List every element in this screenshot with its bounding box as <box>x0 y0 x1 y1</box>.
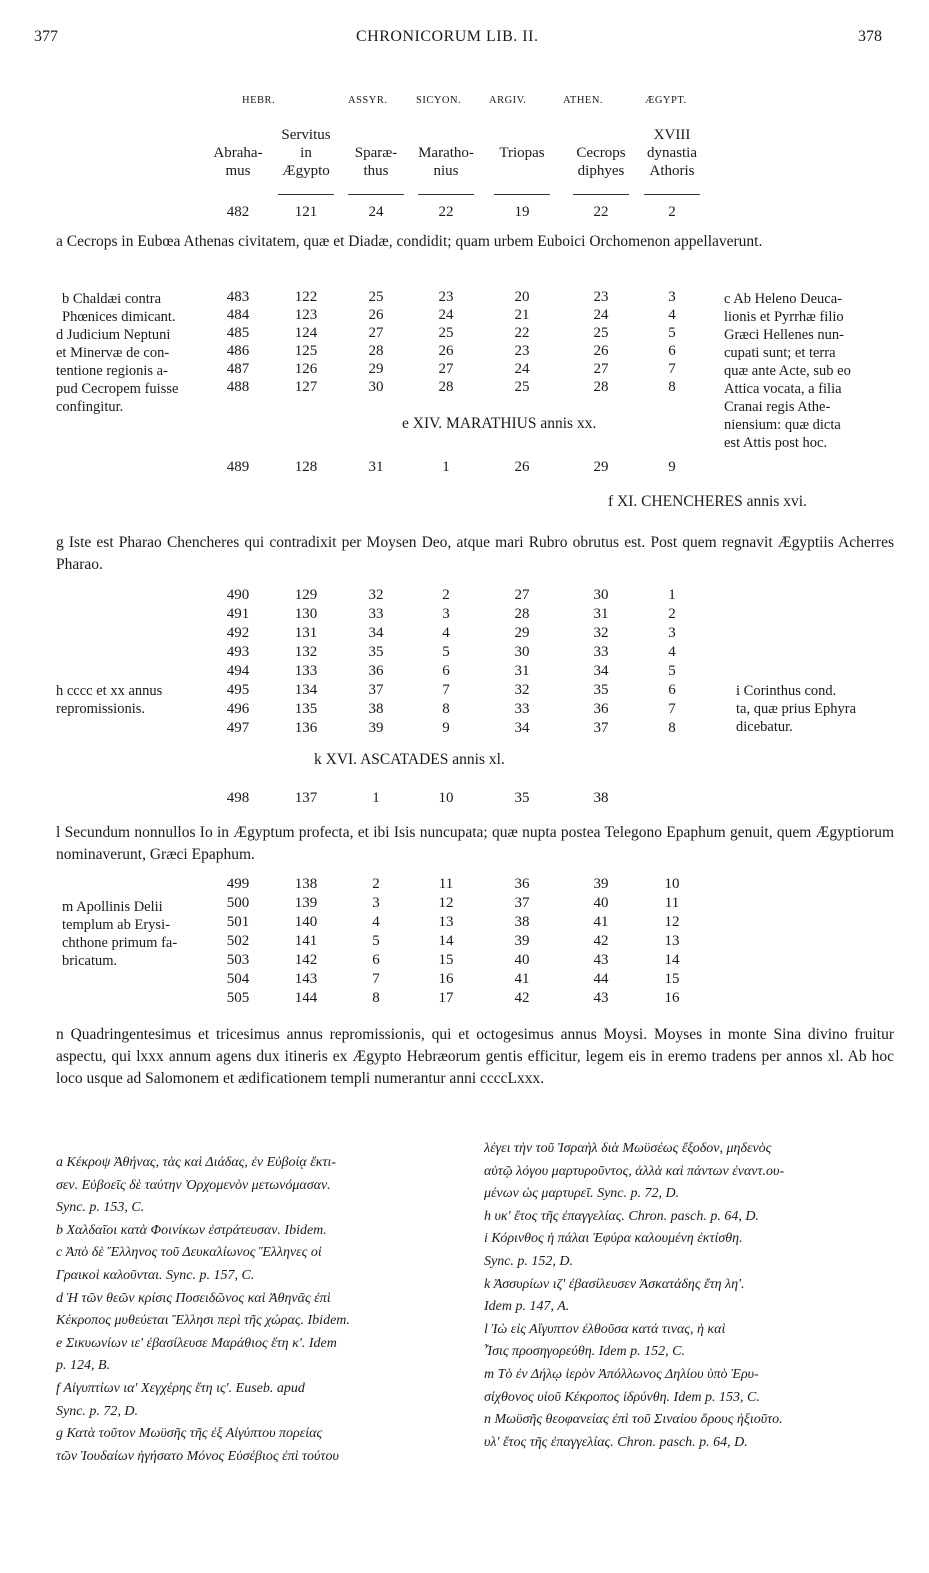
table-cell: 33 <box>593 644 609 660</box>
note-d <box>56 326 178 416</box>
table-cell: 498 <box>226 790 250 806</box>
page-number-left: 377 <box>34 28 58 45</box>
table-cell: 499 <box>226 876 250 892</box>
footnote-line: τῶν Ἰουδαίων ἡγήσατο Μόνος Εὐσέβιος ἐπὶ τούτου <box>56 1448 339 1464</box>
footnote-line: σεν. Εὐβοεῖς δὲ ταύτην Ὀρχομενὸν μετωνόμασαν. <box>56 1177 331 1193</box>
table-cell: 43 <box>593 990 609 1006</box>
table-cell: 6 <box>668 343 676 359</box>
column-rule <box>644 194 700 195</box>
column-label: Maratho- nius <box>418 145 474 179</box>
note-c-line: Attica vocata, a filia <box>724 381 842 397</box>
table-cell: 28 <box>593 379 609 395</box>
table-cell: 490 <box>226 587 250 603</box>
column-header: SICYON. <box>416 95 462 106</box>
table-cell: 15 <box>664 971 680 987</box>
table-cell: 127 <box>294 379 318 395</box>
note-m-line: m Apollinis Delii <box>62 899 163 915</box>
table-cell: 138 <box>294 876 318 892</box>
table-cell: 29 <box>514 625 530 641</box>
column-label: Cecrops diphyes <box>576 145 626 179</box>
table-cell: 7 <box>668 701 676 717</box>
table-cell: 8 <box>442 701 450 717</box>
table-cell: 3 <box>442 606 450 622</box>
table-cell: 38 <box>514 914 530 930</box>
table-cell: 2 <box>442 587 450 603</box>
table-cell: 36 <box>593 701 609 717</box>
table-cell: 23 <box>438 289 454 305</box>
table-cell: 36 <box>514 876 530 892</box>
table-cell: 42 <box>514 990 530 1006</box>
table-cell: 25 <box>514 379 530 395</box>
table-cell: 37 <box>593 720 609 736</box>
table-cell: 30 <box>514 644 530 660</box>
table-cell: 32 <box>514 682 530 698</box>
table-cell: 33 <box>368 606 384 622</box>
table-cell: 35 <box>593 682 609 698</box>
table-cell: 26 <box>593 343 609 359</box>
table-cell: 40 <box>514 952 530 968</box>
table-cell: 500 <box>226 895 250 911</box>
note-c-line: lionis et Pyrrhæ filio <box>724 309 844 325</box>
table-cell: 122 <box>294 289 318 305</box>
table-cell: 31 <box>368 459 384 475</box>
table-cell: 40 <box>593 895 609 911</box>
table-cell: 28 <box>514 606 530 622</box>
column-rule <box>278 194 334 195</box>
footnote-line: υλ' ἔτος τῆς ἐπαγγελίας. Chron. pasch. p. 64, D. <box>484 1434 748 1450</box>
note-c-line: c Ab Heleno Deuca- <box>724 291 842 307</box>
note-c-line: Cranai regis Athe- <box>724 399 831 415</box>
table-cell: 26 <box>514 459 530 475</box>
table-cell: 38 <box>593 790 609 806</box>
table-cell: 128 <box>294 459 318 475</box>
column-rule <box>418 194 474 195</box>
footnote-line: Sync. p. 153, C. <box>56 1200 145 1216</box>
footnote-line: Ἶσις προσηγορεύθη. Idem p. 152, C. <box>484 1344 685 1360</box>
table-cell: 16 <box>664 990 680 1006</box>
table-cell: 29 <box>368 361 384 377</box>
table-cell: 37 <box>368 682 384 698</box>
table-cell: 24 <box>593 307 609 323</box>
table-cell: 22 <box>514 325 530 341</box>
table-cell: 10 <box>664 876 680 892</box>
table-cell: 9 <box>668 459 676 475</box>
table-cell: 124 <box>294 325 318 341</box>
table-cell: 4 <box>668 307 676 323</box>
column-label: Servitus in Ægypto <box>281 127 331 179</box>
note-a: a Cecrops in Eubœa Athenas civitatem, quæ et Diadæ, condidit; quam urbem Euboici Orchomenon appellaverunt. <box>56 233 763 250</box>
table-cell: 14 <box>438 933 454 949</box>
table-cell: 33 <box>514 701 530 717</box>
table-cell: 32 <box>593 625 609 641</box>
table-cell: 505 <box>226 990 250 1006</box>
table-cell: 5 <box>372 933 380 949</box>
table-cell: 32 <box>368 587 384 603</box>
table-cell: 9 <box>442 720 450 736</box>
note-m <box>62 898 177 970</box>
footnotes-left <box>56 1152 460 1468</box>
footnote-line: λέγει τὴν τοῦ Ἰσραὴλ διὰ Μωϋσέως ἔξοδον, μηδενὸς <box>484 1141 772 1156</box>
table-cell: 142 <box>294 952 318 968</box>
note-d-line: d Judicium Neptuni <box>56 327 171 343</box>
footnote-line: f Αἰγυπτίων ια' Χεγχέρης ἔτη ις'. Euseb. apud <box>56 1380 305 1396</box>
table-cell: 6 <box>442 663 450 679</box>
table-cell: 121 <box>294 204 318 220</box>
table-cell: 2 <box>668 204 676 220</box>
table-cell: 134 <box>294 682 318 698</box>
table-cell: 26 <box>438 343 454 359</box>
table-cell: 35 <box>514 790 530 806</box>
note-l: l Secundum nonnullos Io in Ægyptum profecta, et ibi Isis nuncupata; quæ nupta postea Telegono Epaphum genuit, quem Ægyptiorum nominaverunt, Græci Epaphum. <box>56 824 894 863</box>
note-g: g Iste est Pharao Chencheres qui contradixit per Moysen Deo, atque mari Rubro obrutus est. Post quem regnavit Ægyptiis Acherres Pharao. <box>56 534 894 573</box>
table-cell: 496 <box>226 701 250 717</box>
table-cell: 135 <box>294 701 318 717</box>
table-cell: 34 <box>368 625 384 641</box>
note-m-line: templum ab Erysi- <box>62 917 170 933</box>
note-i <box>736 682 856 736</box>
table-cell: 12 <box>664 914 680 930</box>
table-cell: 126 <box>294 361 318 377</box>
note-c-line: niensium: quæ dicta <box>724 417 841 433</box>
table-cell: 6 <box>372 952 380 968</box>
footnote-line: c Ἀπὸ δὲ Ἕλληνος τοῦ Δευκαλίωνος Ἕλληνες οἱ <box>56 1245 322 1261</box>
note-d-line: pud Cecropem fuisse <box>56 381 179 397</box>
table-cell: 491 <box>226 606 250 622</box>
table-cell: 494 <box>226 663 250 679</box>
table-cell: 504 <box>226 971 250 987</box>
note-d-line: confingitur. <box>56 399 124 415</box>
table-cell: 8 <box>668 379 676 395</box>
table-cell: 133 <box>294 663 318 679</box>
running-title: CHRONICORUM LIB. II. <box>356 28 539 45</box>
table-cell: 5 <box>668 325 676 341</box>
table-cell: 4 <box>668 644 676 660</box>
table-cell: 3 <box>372 895 380 911</box>
table-cell: 30 <box>368 379 384 395</box>
table-cell: 484 <box>226 307 250 323</box>
note-m-line: chthone primum fa- <box>62 935 178 951</box>
footnote-line: μένων ὡς μαρτυρεῖ. Sync. p. 72, D. <box>484 1186 680 1202</box>
column-rule <box>573 194 629 195</box>
table-cell: 34 <box>514 720 530 736</box>
table-cell: 31 <box>593 606 609 622</box>
table-cell: 8 <box>372 990 380 1006</box>
footnote-line: Γραικοὶ καλοῦνται. Sync. p. 157, C. <box>56 1267 255 1283</box>
column-header: ATHEN. <box>563 95 604 106</box>
note-b-line: b Chaldæi contra <box>62 291 162 307</box>
note-b <box>62 290 176 326</box>
footnote-line: m Τὸ ἐν Δήλῳ ἱερὸν Ἀπόλλωνος Δηλίου ὑπὸ Ἐρυ- <box>484 1366 759 1382</box>
note-i-line: dicebatur. <box>736 719 793 735</box>
table-cell: 2 <box>668 606 676 622</box>
table-cell: 24 <box>438 307 454 323</box>
table-cell: 4 <box>372 914 380 930</box>
footnote-line: Sync. p. 72, D. <box>56 1403 139 1419</box>
page-number-right: 378 <box>858 28 882 45</box>
footnotes-right <box>484 1138 888 1454</box>
table-cell: 39 <box>593 876 609 892</box>
table-cell: 1 <box>372 790 380 806</box>
table-cell: 1 <box>668 587 676 603</box>
table-cell: 501 <box>226 914 250 930</box>
note-f: f XI. CHENCHERES annis xvi. <box>608 493 807 510</box>
footnote-line: n Μωϋσῆς θεοφανείας ἐπὶ τοῦ Σιναίου ὄρους ἠξιοῦτο. <box>484 1412 783 1428</box>
table-cell: 130 <box>294 606 318 622</box>
table-cell: 5 <box>442 644 450 660</box>
column-rule <box>494 194 550 195</box>
column-label: Sparæ- thus <box>354 145 398 179</box>
footnote-line: a Κέκροψ Ἀθήνας, τὰς καὶ Διάδας, ἐν Εὐβοίᾳ ἔκτι- <box>56 1155 337 1170</box>
column-header: HEBR. <box>242 95 276 106</box>
table-cell: 140 <box>294 914 318 930</box>
footnote-line: l Ἰὼ εἰς Αἴγυπτον ἐλθοῦσα κατά τινας, ἡ καὶ <box>484 1321 726 1337</box>
table-cell: 27 <box>593 361 609 377</box>
note-i-line: ta, quæ prius Ephyra <box>736 701 857 717</box>
table-cell: 13 <box>438 914 454 930</box>
table-cell: 10 <box>438 790 454 806</box>
table-cell: 41 <box>514 971 530 987</box>
table-cell: 34 <box>593 663 609 679</box>
footnote-line: Κέκροπος μυθεύεται Ἕλλησι περὶ τῆς χώρας. Ibidem. <box>56 1313 350 1329</box>
table-cell: 29 <box>593 459 609 475</box>
table-cell: 136 <box>294 720 318 736</box>
table-cell: 12 <box>438 895 454 911</box>
table-cell: 15 <box>438 952 454 968</box>
footnote-line: e Σικυωνίων ιε' ἐβασίλευσε Μαράθιος ἔτη κ'. Idem <box>56 1335 337 1351</box>
table-cell: 23 <box>514 343 530 359</box>
table-cell: 17 <box>438 990 454 1006</box>
note-d-line: et Minervæ de con- <box>56 345 170 361</box>
table-cell: 27 <box>438 361 454 377</box>
footnote-line: h υκ' ἔτος τῆς ἐπαγγελίας. Chron. pasch. p. 64, D. <box>484 1208 759 1224</box>
table-cell: 2 <box>372 876 380 892</box>
column-header: ARGIV. <box>489 95 527 106</box>
table-cell: 485 <box>226 325 250 341</box>
table-cell: 483 <box>226 289 250 305</box>
footnote-line: p. 124, B. <box>56 1358 111 1374</box>
table-cell: 488 <box>226 379 250 395</box>
table-cell: 39 <box>514 933 530 949</box>
table-cell: 38 <box>368 701 384 717</box>
table-cell: 1 <box>442 459 450 475</box>
note-c-line: Græci Hellenes nun- <box>724 327 844 343</box>
table-cell: 31 <box>514 663 530 679</box>
table-cell: 24 <box>514 361 530 377</box>
table-cell: 141 <box>294 933 318 949</box>
column-header: ÆGYPT. <box>645 95 687 106</box>
note-c <box>724 290 851 452</box>
table-cell: 4 <box>442 625 450 641</box>
table-cell: 8 <box>668 720 676 736</box>
table-cell: 21 <box>514 307 530 323</box>
table-cell: 3 <box>668 625 676 641</box>
note-d-line: tentione regionis a- <box>56 363 168 379</box>
column-rule <box>348 194 404 195</box>
table-cell: 489 <box>226 459 250 475</box>
footnote-line: b Χαλδαῖοι κατὰ Φοινίκων ἐστράτευσαν. Ibidem. <box>56 1222 327 1238</box>
table-cell: 125 <box>294 343 318 359</box>
table-cell: 19 <box>514 204 530 220</box>
table-cell: 22 <box>438 204 454 220</box>
footnote-line: d Ἡ τῶν θεῶν κρίσις Ποσειδῶνος καὶ Ἀθηνᾶς ἐπὶ <box>56 1290 331 1306</box>
note-h-line: repromissionis. <box>56 701 146 717</box>
note-c-line: est Attis post hoc. <box>724 435 828 451</box>
table-cell: 11 <box>438 876 454 892</box>
table-cell: 27 <box>514 587 530 603</box>
note-b-line: Phœnices dimicant. <box>62 309 176 325</box>
table-cell: 502 <box>226 933 250 949</box>
table-cell: 495 <box>226 682 250 698</box>
table-cell: 28 <box>368 343 384 359</box>
table-cell: 129 <box>294 587 318 603</box>
table-cell: 35 <box>368 644 384 660</box>
table-cell: 11 <box>664 895 680 911</box>
column-label: Triopas <box>499 145 545 161</box>
table-cell: 44 <box>593 971 609 987</box>
table-cell: 14 <box>664 952 680 968</box>
note-c-line: cupati sunt; et terra <box>724 345 836 361</box>
table-cell: 42 <box>593 933 609 949</box>
table-cell: 28 <box>438 379 454 395</box>
footnote-line: g Κατὰ τοῦτον Μωϋσῆς τῆς ἐξ Αἰγύπτου πορείας <box>56 1426 323 1442</box>
note-h <box>56 682 162 718</box>
table-cell: 16 <box>438 971 454 987</box>
footnote-line: αὐτῷ λόγου μαρτυροῦντος, ἀλλὰ καὶ πάντων ἐναντ.ου- <box>484 1163 785 1179</box>
table-cell: 5 <box>668 663 676 679</box>
table-cell: 26 <box>368 307 384 323</box>
table-cell: 482 <box>226 204 250 220</box>
table-cell: 7 <box>372 971 380 987</box>
table-cell: 41 <box>593 914 609 930</box>
table-cell: 20 <box>514 289 530 305</box>
table-cell: 131 <box>294 625 318 641</box>
table-cell: 7 <box>442 682 450 698</box>
table-cell: 497 <box>226 720 250 736</box>
note-h-line: h cccc et xx annus <box>56 683 163 699</box>
table-cell: 13 <box>664 933 680 949</box>
table-cell: 493 <box>226 644 250 660</box>
table-cell: 137 <box>294 790 318 806</box>
footnote-line: σίχθονος υἱοῦ Κέκροπος ἱδρύνθη. Idem p. 153, C. <box>484 1389 760 1405</box>
column-label: XVIII dynastia Athoris <box>647 127 697 179</box>
column-header: ASSYR. <box>348 95 388 106</box>
table-cell: 36 <box>368 663 384 679</box>
note-m-line: bricatum. <box>62 953 118 969</box>
table-cell: 27 <box>368 325 384 341</box>
table-cell: 123 <box>294 307 318 323</box>
table-cell: 39 <box>368 720 384 736</box>
table-cell: 30 <box>593 587 609 603</box>
footnote-line: Sync. p. 152, D. <box>484 1253 574 1269</box>
note-c-line: quæ ante Acte, sub eo <box>724 363 851 379</box>
table-cell: 22 <box>593 204 609 220</box>
note-i-line: i Corinthus cond. <box>736 683 837 699</box>
table-cell: 23 <box>593 289 609 305</box>
table-cell: 25 <box>593 325 609 341</box>
table-cell: 144 <box>294 990 318 1006</box>
note-n: n Quadringentesimus et tricesimus annus repromissionis, qui et octogesimus annus Moysi. Moyses in monte Sina divino fruitur aspectu, qui lxxx annum agens dux itineris ex Ægypto Hebræorum gentis efficitur, legem eis in eremo tradens per annos xl. Ab hoc loco usque ad Salomonem et ædificationem templi numerantur anni ccccLxxx. <box>56 1026 894 1087</box>
footnote-line: k Ἀσσυρίων ιζ' ἐβασίλευσεν Ἀσκατάδης ἔτη λη'. <box>484 1276 745 1292</box>
column-label: Abraha- mus <box>213 145 263 179</box>
table-cell: 143 <box>294 971 318 987</box>
table-cell: 6 <box>668 682 676 698</box>
table-cell: 487 <box>226 361 250 377</box>
footnote-line: Idem p. 147, A. <box>484 1299 570 1315</box>
table-cell: 139 <box>294 895 318 911</box>
table-cell: 132 <box>294 644 318 660</box>
table-cell: 3 <box>668 289 676 305</box>
table-cell: 492 <box>226 625 250 641</box>
note-k: k XVI. ASCATADES annis xl. <box>314 751 505 768</box>
table-cell: 43 <box>593 952 609 968</box>
footnote-line: i Κόρινθος ἡ πάλαι Ἐφύρα καλουμένη ἐκτίσθη. <box>484 1231 743 1247</box>
table-cell: 25 <box>438 325 454 341</box>
table-cell: 37 <box>514 895 530 911</box>
note-e: e XIV. MARATHIUS annis xx. <box>402 415 597 432</box>
table-cell: 503 <box>226 952 250 968</box>
table-cell: 7 <box>668 361 676 377</box>
table-cell: 486 <box>226 343 250 359</box>
table-cell: 25 <box>368 289 384 305</box>
table-cell: 24 <box>368 204 384 220</box>
